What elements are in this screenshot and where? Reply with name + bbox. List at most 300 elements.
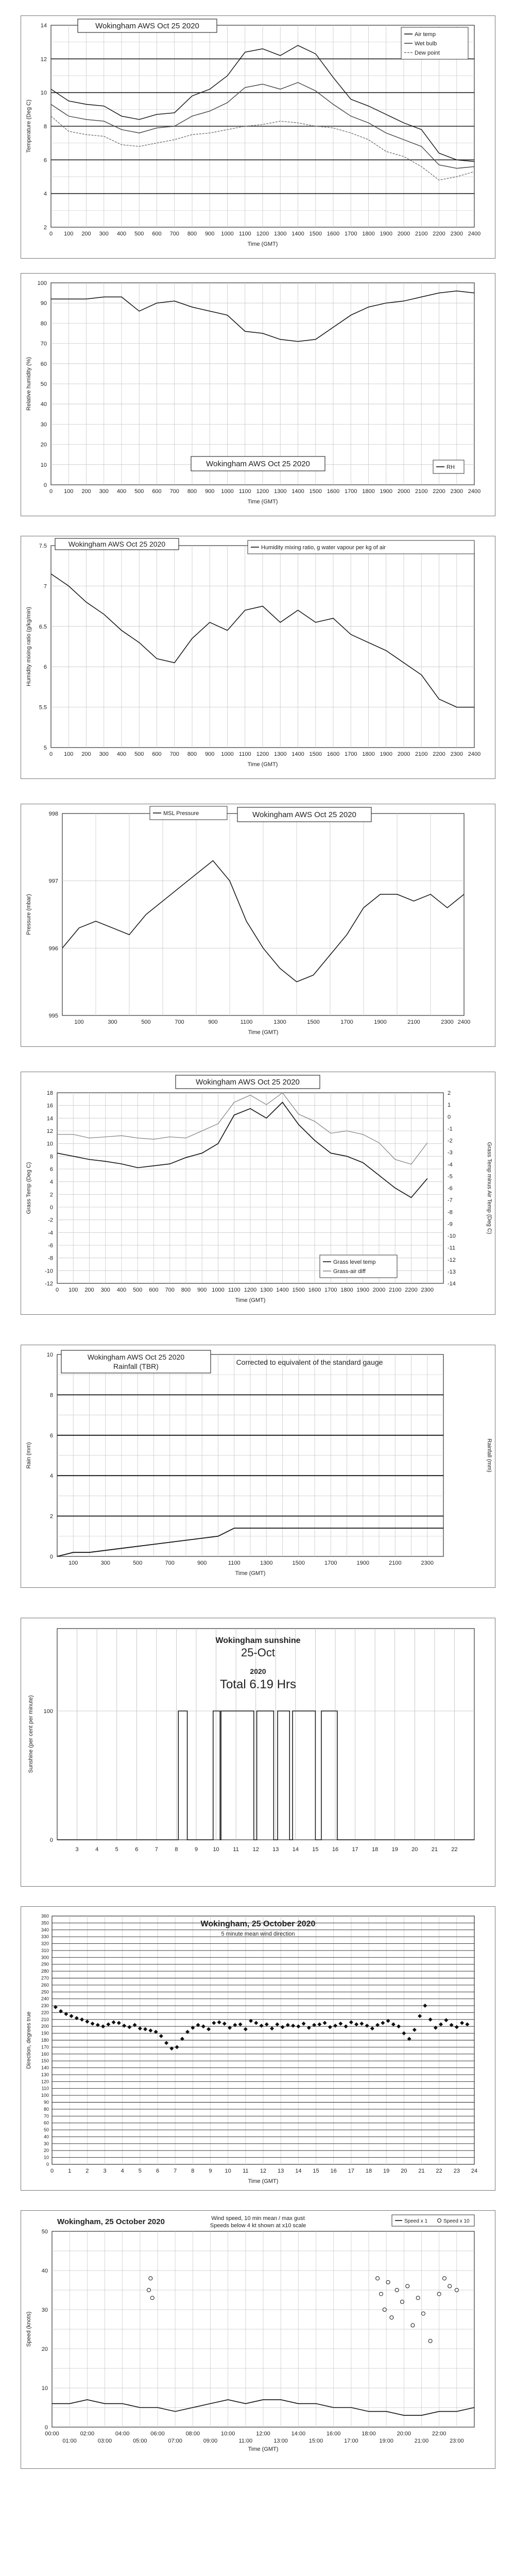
x-tick-label: 1600 <box>327 751 340 757</box>
x-tick-label: 1600 <box>327 488 340 495</box>
x-tick-label: 12:00 <box>256 2431 270 2437</box>
y-tick-label: 8 <box>49 1392 53 1399</box>
x-axis-label: Time (GMT) <box>235 1297 266 1303</box>
x-tick-label: 400 <box>116 488 127 495</box>
x-tick-label: 15:00 <box>308 2438 323 2444</box>
chart-subtitle: Rainfall (TBR) <box>113 1362 159 1370</box>
x-tick-label: 2100 <box>407 1019 420 1025</box>
x-tick-label: 07:00 <box>168 2438 182 2444</box>
x-tick-label: 18 <box>372 1846 379 1853</box>
x-tick-label: 22:00 <box>432 2431 447 2437</box>
y-tick-label: 20 <box>43 2148 49 2154</box>
x-tick-label: 0 <box>55 1287 59 1293</box>
y-tick-label: 60 <box>43 2120 49 2126</box>
x-tick-label: 2200 <box>433 231 445 237</box>
pressure-chart-panel <box>21 804 495 1047</box>
x-tick-label: 1300 <box>260 1287 273 1293</box>
y-tick-label: 2 <box>448 1090 451 1096</box>
x-tick-label: 22 <box>451 1846 458 1853</box>
chart-title: Wokingham AWS Oct 25 2020 <box>196 1078 300 1087</box>
sunshine-chart-panel <box>21 1618 495 1887</box>
y-tick-label: 50 <box>40 381 47 387</box>
x-tick-label: 2300 <box>450 751 463 757</box>
x-tick-label: 1900 <box>356 1287 369 1293</box>
y-tick-label: 330 <box>41 1934 49 1940</box>
x-tick-label: 2 <box>85 2168 89 2174</box>
y-tick-label: 100 <box>43 1708 53 1715</box>
y-tick-label: -6 <box>448 1185 453 1192</box>
y-tick-label: 100 <box>41 2093 49 2098</box>
x-tick-label: 600 <box>152 751 162 757</box>
y-tick-label: -10 <box>448 1233 456 1240</box>
x-tick-label: 17 <box>348 2168 354 2174</box>
x-axis-label: Time (GMT) <box>248 2178 279 2184</box>
x-tick-label: 400 <box>116 1287 127 1293</box>
data-point-speed-x10 <box>383 2308 386 2312</box>
x-tick-label: 11:00 <box>238 2438 253 2444</box>
y-tick-label: 70 <box>43 2113 49 2119</box>
y-tick-label: 360 <box>41 1913 49 1919</box>
x-tick-label: 03:00 <box>97 2438 112 2444</box>
y-tick-label: 2 <box>49 1192 53 1198</box>
legend-label: Speed x 1 <box>404 2218 428 2224</box>
x-tick-label: 700 <box>175 1019 184 1025</box>
x-tick-label: 300 <box>100 1560 110 1566</box>
x-tick-label: 13 <box>272 1846 279 1853</box>
x-tick-label: 1000 <box>221 488 234 495</box>
y-tick-label: 30 <box>40 421 47 428</box>
chart-title: Wokingham sunshine <box>215 1636 301 1645</box>
wind-speed-chart <box>21 2211 495 2468</box>
y-tick-label: 10 <box>40 90 47 96</box>
x-tick-label: 23:00 <box>450 2438 464 2444</box>
y-tick-label: 310 <box>41 1947 49 1953</box>
y-tick-label: 90 <box>43 2099 49 2105</box>
y-tick-label: 250 <box>41 1989 49 1995</box>
y-tick-label: 90 <box>40 300 47 307</box>
y-tick-label: 50 <box>41 2229 48 2235</box>
x-tick-label: 24 <box>471 2168 478 2174</box>
x-tick-label: 300 <box>99 488 109 495</box>
x-tick-label: 3 <box>103 2168 107 2174</box>
y-tick-label: 1 <box>448 1102 451 1109</box>
x-tick-label: 01:00 <box>62 2438 77 2444</box>
x-tick-label: 800 <box>187 231 197 237</box>
x-tick-label: 1900 <box>380 231 392 237</box>
x-tick-label: 900 <box>208 1019 218 1025</box>
y-tick-label: -4 <box>448 1161 453 1168</box>
x-tick-label: 2300 <box>441 1019 454 1025</box>
x-tick-label: 20:00 <box>397 2431 411 2437</box>
x-tick-label: 19 <box>391 1846 398 1853</box>
x-tick-label: 10 <box>213 1846 219 1853</box>
x-tick-label: 14:00 <box>291 2431 306 2437</box>
temperature-chart <box>21 16 495 258</box>
x-tick-label: 20 <box>411 1846 418 1853</box>
legend-label: Grass level temp <box>333 1259 376 1265</box>
y-tick-label: 998 <box>48 811 58 817</box>
y-tick-label: 2 <box>49 1513 53 1520</box>
y-tick-label: -3 <box>448 1149 453 1156</box>
x-tick-label: 21:00 <box>414 2438 429 2444</box>
y-tick-label: 220 <box>41 2010 49 2015</box>
y-tick-label: 4 <box>49 1473 53 1480</box>
y-tick-label: 0 <box>44 2425 48 2431</box>
x-tick-label: 17:00 <box>344 2438 358 2444</box>
x-tick-label: 2100 <box>389 1560 402 1566</box>
x-tick-label: 600 <box>149 1287 159 1293</box>
y-tick-label: 18 <box>46 1090 53 1096</box>
x-tick-label: 1900 <box>380 488 392 495</box>
y-axis-label: Direction, degrees true <box>26 2011 32 2069</box>
relative-humidity-chart <box>21 274 495 516</box>
x-tick-label: 1800 <box>340 1287 353 1293</box>
legend-label: Speed x 10 <box>443 2218 470 2224</box>
data-point-speed-x10 <box>442 2277 446 2280</box>
x-tick-label: 1700 <box>340 1019 353 1025</box>
x-tick-label: 300 <box>99 751 109 757</box>
x-tick-label: 900 <box>205 231 215 237</box>
x-tick-label: 18 <box>365 2168 372 2174</box>
y-tick-label: 120 <box>41 2079 49 2084</box>
y-tick-label: -8 <box>48 1255 53 1262</box>
legend-swatch <box>438 2219 441 2223</box>
x-tick-label: 1000 <box>212 1287 225 1293</box>
x-axis-label: Time (GMT) <box>248 1029 279 1036</box>
y-tick-label: 995 <box>48 1013 58 1019</box>
y-axis-label: Sunshine (per cent per minute) <box>28 1695 34 1773</box>
data-point-speed-x10 <box>395 2289 399 2292</box>
y-tick-label: 80 <box>40 320 47 327</box>
x-tick-label: 09:00 <box>203 2438 218 2444</box>
x-tick-label: 700 <box>165 1287 175 1293</box>
x-tick-label: 1900 <box>380 751 392 757</box>
x-axis-label: Time (GMT) <box>247 761 278 768</box>
x-tick-label: 300 <box>99 231 109 237</box>
y-tick-label: 10 <box>43 2155 49 2160</box>
data-point-speed-x10 <box>400 2300 404 2303</box>
x-tick-label: 1600 <box>327 231 340 237</box>
x-tick-label: 15 <box>313 2168 319 2174</box>
y-tick-label: 280 <box>41 1969 49 1974</box>
x-tick-label: 12 <box>260 2168 267 2174</box>
grass-temperature-chart <box>21 1072 495 1314</box>
x-tick-label: 500 <box>141 1019 151 1025</box>
x-tick-label: 1300 <box>274 231 287 237</box>
mixing-ratio-chart-panel <box>21 536 495 779</box>
y-tick-label: 0 <box>49 1837 53 1843</box>
wind-speed-chart-panel <box>21 2210 495 2469</box>
rainfall-chart-panel <box>21 1345 495 1588</box>
x-tick-label: 2400 <box>468 751 481 757</box>
x-tick-label: 100 <box>64 231 74 237</box>
y-tick-label: 4 <box>49 1179 53 1185</box>
legend-label: RH <box>447 464 455 470</box>
x-tick-label: 500 <box>134 231 144 237</box>
y-tick-label: 6 <box>43 664 47 671</box>
x-tick-label: 800 <box>187 488 197 495</box>
x-tick-label: 100 <box>68 1287 78 1293</box>
y-tick-label: 40 <box>40 401 47 408</box>
x-tick-label: 1300 <box>260 1560 273 1566</box>
chart-title: Wokingham AWS Oct 25 2020 <box>206 460 310 468</box>
wind-direction-chart <box>21 1907 495 2190</box>
x-tick-label: 1200 <box>256 488 269 495</box>
y-tick-label: 6 <box>43 157 47 164</box>
chart-total: Total 6.19 Hrs <box>219 1677 297 1691</box>
y-tick-label: 5 <box>43 745 47 751</box>
sunshine-chart <box>21 1618 495 1886</box>
x-tick-label: 5 <box>138 2168 142 2174</box>
y-tick-label: 190 <box>41 2030 49 2036</box>
data-point-speed-x10 <box>406 2284 409 2288</box>
x-tick-label: 1200 <box>256 231 269 237</box>
temperature-chart-panel <box>21 15 495 259</box>
x-tick-label: 3 <box>75 1846 79 1853</box>
y-tick-label: -8 <box>448 1209 453 1216</box>
y-axis-label: Pressure (mbar) <box>26 894 32 935</box>
y-tick-label: 30 <box>43 2141 49 2146</box>
y-tick-label: 160 <box>41 2051 49 2057</box>
x-tick-label: 1900 <box>356 1560 369 1566</box>
x-tick-label: 2200 <box>433 751 445 757</box>
y-tick-label: 14 <box>46 1115 53 1122</box>
x-tick-label: 0 <box>49 751 53 757</box>
x-tick-label: 05:00 <box>133 2438 147 2444</box>
x-tick-label: 900 <box>205 751 215 757</box>
data-point-speed-x10 <box>416 2296 420 2300</box>
y-tick-label: 0 <box>46 2162 49 2167</box>
x-tick-label: 10:00 <box>220 2431 235 2437</box>
x-tick-label: 1500 <box>292 1560 305 1566</box>
x-tick-label: 1700 <box>345 231 357 237</box>
x-tick-label: 6 <box>135 1846 139 1853</box>
x-tick-label: 2100 <box>415 488 428 495</box>
x-axis-label: Time (GMT) <box>247 241 278 247</box>
y-tick-label: 260 <box>41 1982 49 1988</box>
y-axis-label: Relative humidity (%) <box>26 357 32 411</box>
x-tick-label: 06:00 <box>150 2431 165 2437</box>
x-tick-label: 1100 <box>228 1287 241 1293</box>
y-tick-label: 12 <box>46 1128 53 1134</box>
x-tick-label: 21 <box>418 2168 425 2174</box>
y-tick-label: 14 <box>40 23 47 29</box>
mixing-ratio-chart <box>21 536 495 778</box>
x-tick-label: 1000 <box>221 231 234 237</box>
y-tick-label: 997 <box>48 878 58 885</box>
x-tick-label: 800 <box>181 1287 191 1293</box>
data-point-speed-x10 <box>455 2289 458 2292</box>
x-tick-label: 2400 <box>457 1019 471 1025</box>
x-tick-label: 700 <box>165 1560 175 1566</box>
humidity-chart-panel <box>21 273 495 516</box>
y-axis-label: Rain (mm) <box>26 1442 32 1469</box>
x-tick-label: 400 <box>116 751 127 757</box>
y-tick-label: 7.5 <box>39 543 47 549</box>
y-tick-label: 300 <box>41 1955 49 1960</box>
y-tick-label: 6 <box>49 1166 53 1173</box>
y-tick-label: -2 <box>448 1138 453 1144</box>
y-tick-label: 5.5 <box>39 704 47 711</box>
x-tick-label: 14 <box>295 2168 302 2174</box>
y-tick-label: -12 <box>448 1257 456 1263</box>
y-tick-label: 80 <box>43 2106 49 2112</box>
x-tick-label: 600 <box>152 488 162 495</box>
x-tick-label: 10 <box>225 2168 231 2174</box>
y-axis-label-right: Grass Temp minus Air Temp (Deg C) <box>486 1142 492 1234</box>
y-tick-label: 10 <box>46 1352 53 1358</box>
x-tick-label: 14 <box>292 1846 299 1853</box>
y-tick-label: 0 <box>448 1114 451 1121</box>
y-axis-label: Temperature (Deg C) <box>26 99 32 153</box>
x-tick-label: 1300 <box>274 751 287 757</box>
x-tick-label: 2000 <box>397 231 410 237</box>
x-tick-label: 2000 <box>397 488 410 495</box>
x-tick-label: 800 <box>187 751 197 757</box>
x-tick-label: 1700 <box>324 1287 337 1293</box>
x-tick-label: 16 <box>332 1846 339 1853</box>
x-tick-label: 500 <box>133 1287 143 1293</box>
y-tick-label: 270 <box>41 1975 49 1981</box>
y-tick-label: 20 <box>40 442 47 448</box>
y-tick-label: 320 <box>41 1941 49 1946</box>
x-tick-label: 1100 <box>238 231 251 237</box>
rainfall-chart <box>21 1345 495 1587</box>
x-tick-label: 23 <box>453 2168 460 2174</box>
x-tick-label: 7 <box>174 2168 177 2174</box>
x-tick-label: 0 <box>49 488 53 495</box>
data-point-speed-x10 <box>390 2316 393 2319</box>
y-tick-label: 0 <box>49 1554 53 1560</box>
x-tick-label: 0 <box>49 231 53 237</box>
x-tick-label: 2300 <box>450 231 463 237</box>
y-tick-label: 110 <box>41 2086 49 2091</box>
x-tick-label: 500 <box>134 751 144 757</box>
y-tick-label: 7 <box>43 583 47 590</box>
y-tick-label: 2 <box>43 225 47 231</box>
x-tick-label: 900 <box>205 488 215 495</box>
y-tick-label: 290 <box>41 1961 49 1967</box>
x-tick-label: 11 <box>233 1846 239 1853</box>
chart-title: Wokingham AWS Oct 25 2020 <box>68 540 166 548</box>
x-axis-label: Time (GMT) <box>248 2446 279 2452</box>
chart-note: Corrected to equivalent of the standard gauge <box>236 1358 383 1366</box>
x-tick-label: 04:00 <box>115 2431 130 2437</box>
x-tick-label: 1700 <box>345 488 357 495</box>
y-tick-label: 340 <box>41 1927 49 1933</box>
y-tick-label: 16 <box>46 1103 53 1109</box>
x-tick-label: 8 <box>191 2168 195 2174</box>
x-tick-label: 2300 <box>421 1287 434 1293</box>
grass-temp-chart-panel <box>21 1072 495 1315</box>
y-tick-label: 100 <box>37 280 47 286</box>
x-tick-label: 8 <box>175 1846 178 1853</box>
y-axis-label: Speed (knots) <box>26 2311 32 2347</box>
chart-title: Wokingham AWS Oct 25 2020 <box>87 1353 185 1361</box>
x-tick-label: 1800 <box>362 231 375 237</box>
x-tick-label: 1400 <box>291 231 304 237</box>
x-tick-label: 0 <box>50 2168 54 2174</box>
data-point-speed-x10 <box>437 2292 441 2296</box>
x-tick-label: 17 <box>352 1846 358 1853</box>
x-tick-label: 2200 <box>433 488 445 495</box>
y-tick-label: 150 <box>41 2058 49 2064</box>
x-tick-label: 100 <box>68 1560 78 1566</box>
x-axis-label: Time (GMT) <box>235 1570 266 1577</box>
x-tick-label: 1 <box>68 2168 72 2174</box>
y-tick-label: 140 <box>41 2065 49 2071</box>
x-tick-label: 700 <box>169 488 179 495</box>
x-tick-label: 21 <box>431 1846 438 1853</box>
chart-subtitle: Wind speed, 10 min mean / max gust <box>211 2215 305 2222</box>
data-point-speed-x10 <box>428 2339 432 2343</box>
y-tick-label: 10 <box>40 462 47 468</box>
legend-label: Wet bulb <box>415 41 437 47</box>
y-axis-label-right: Rainfall (mm) <box>486 1438 492 1472</box>
y-tick-label: 70 <box>40 341 47 347</box>
x-tick-label: 1700 <box>345 751 357 757</box>
x-tick-label: 1300 <box>274 488 287 495</box>
y-tick-label: 0 <box>49 1205 53 1211</box>
y-tick-label: -12 <box>45 1281 53 1287</box>
x-tick-label: 1800 <box>362 488 375 495</box>
x-tick-label: 13:00 <box>273 2438 288 2444</box>
x-tick-label: 200 <box>81 488 91 495</box>
x-tick-label: 19:00 <box>379 2438 393 2444</box>
x-tick-label: 300 <box>108 1019 117 1025</box>
y-tick-label: 0 <box>43 482 47 488</box>
plot-area <box>57 1629 474 1840</box>
x-tick-label: 22 <box>436 2168 442 2174</box>
x-tick-label: 2100 <box>389 1287 402 1293</box>
x-tick-label: 600 <box>152 231 162 237</box>
x-tick-label: 500 <box>134 488 144 495</box>
y-tick-label: 8 <box>43 124 47 130</box>
y-tick-label: -10 <box>45 1268 53 1275</box>
x-tick-label: 4 <box>95 1846 99 1853</box>
chart-subtitle: 5 minute mean wind direction <box>221 1931 295 1937</box>
x-tick-label: 20 <box>401 2168 407 2174</box>
x-tick-label: 2000 <box>372 1287 386 1293</box>
x-tick-label: 1900 <box>374 1019 387 1025</box>
legend-label: Grass-air diff <box>333 1268 366 1275</box>
chart-title: Wokingham AWS Oct 25 2020 <box>252 810 356 819</box>
x-axis-label: Time (GMT) <box>247 499 278 505</box>
chart-title: Wokingham AWS Oct 25 2020 <box>95 22 199 30</box>
y-tick-label: 996 <box>48 945 58 952</box>
y-tick-label: -9 <box>448 1221 453 1228</box>
y-tick-label: -11 <box>448 1245 456 1251</box>
data-point-speed-x10 <box>149 2277 152 2280</box>
legend-label: Air temp <box>415 31 436 38</box>
y-tick-label: 230 <box>41 2003 49 2009</box>
x-tick-label: 2300 <box>450 488 463 495</box>
x-tick-label: 9 <box>194 1846 198 1853</box>
y-tick-label: 240 <box>41 1996 49 2002</box>
x-tick-label: 1400 <box>291 751 304 757</box>
legend-label: Dew point <box>415 50 440 56</box>
y-tick-label: 200 <box>41 2024 49 2029</box>
x-tick-label: 2100 <box>415 751 428 757</box>
y-tick-label: 6 <box>49 1432 53 1439</box>
x-tick-label: 1700 <box>324 1560 337 1566</box>
x-tick-label: 400 <box>116 231 127 237</box>
y-tick-label: 6.5 <box>39 623 47 630</box>
chart-subtitle: 25-Oct <box>241 1646 276 1659</box>
y-tick-label: -4 <box>48 1230 53 1236</box>
x-tick-label: 16:00 <box>326 2431 341 2437</box>
x-tick-label: 900 <box>197 1560 207 1566</box>
